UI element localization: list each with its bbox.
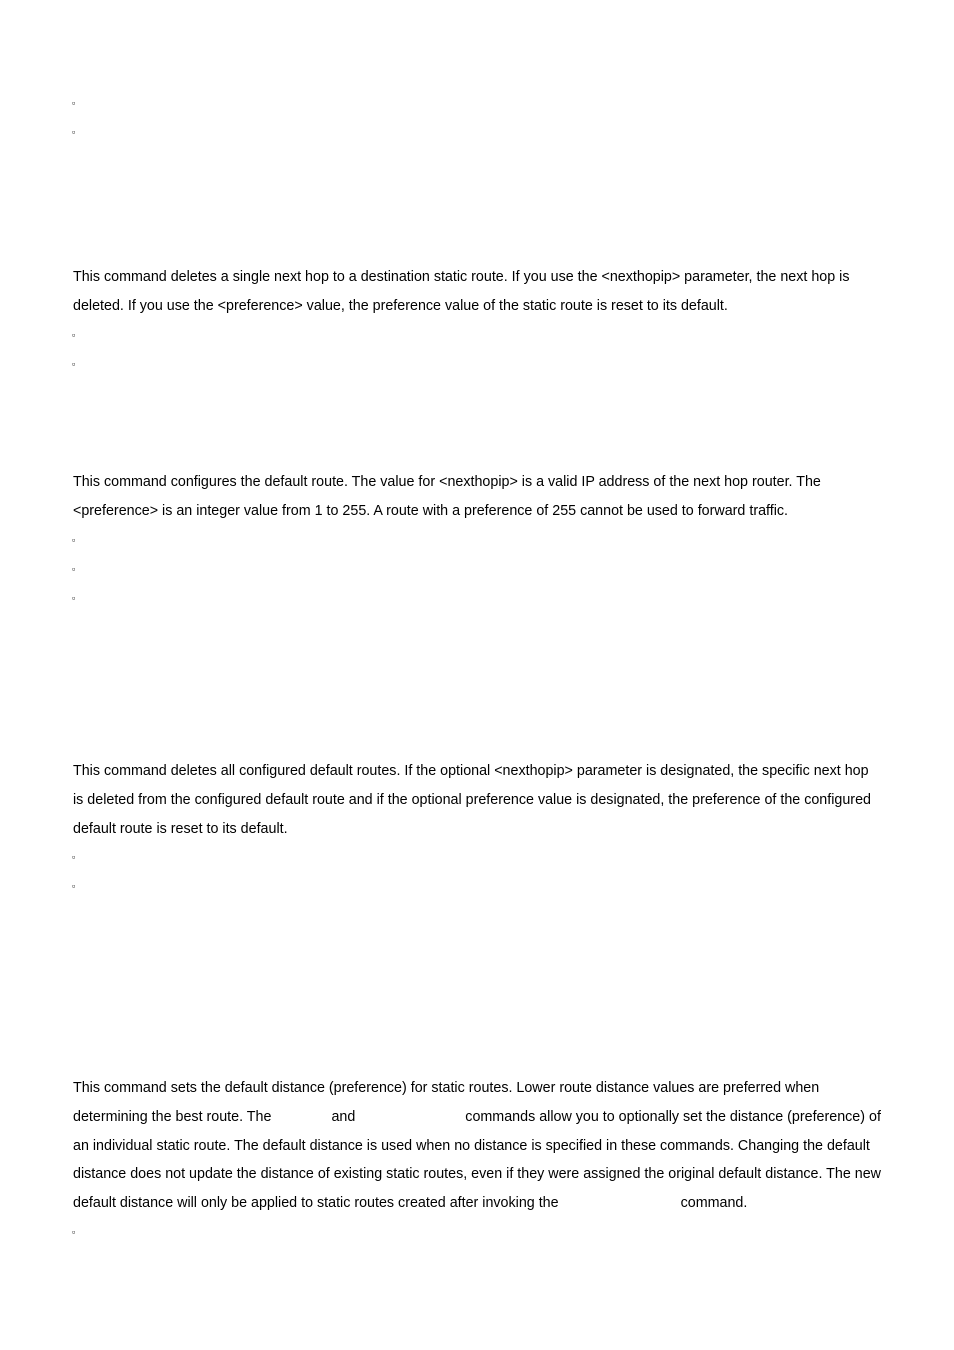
paragraph-default-route [73, 468, 888, 526]
bullet-marker: ▫ [72, 852, 76, 862]
paragraph-line: <preference> is an integer value from 1 to 255. A route with a preference of 255 cannot be used to forward traffic. [73, 502, 789, 519]
bullet-marker: ▫ [72, 359, 76, 369]
paragraph-line: This command configures the default route. The value for <nexthopip> is a valid IP address of the next hop router. The [73, 474, 821, 490]
text-fragment: command. [680, 1195, 748, 1212]
text-fragment: commands allow you to optionally set the distance (preference) of [465, 1108, 881, 1125]
paragraph-delete-default-routes [73, 757, 888, 843]
text-fragment: and [331, 1108, 356, 1125]
text-fragment: determining the best route. The [73, 1108, 272, 1125]
bullet-marker: ▫ [72, 98, 76, 108]
paragraph-line: This command sets the default distance (preference) for static routes. Lower route distance values are preferred when [73, 1080, 820, 1096]
paragraph-line: This command deletes a single next hop to a destination static route. If you use the <nexthopip> parameter, the next hop is [73, 269, 850, 285]
bullet-marker: ▫ [72, 564, 76, 574]
paragraph-line [73, 1189, 888, 1218]
paragraph-line: This command deletes all configured default routes. If the optional <nexthopip> parameter is designated, the specific next hop [73, 763, 869, 779]
paragraph-default-distance [73, 1074, 888, 1218]
bullet-marker: ▫ [72, 127, 76, 137]
bullet-marker: ▫ [72, 535, 76, 545]
paragraph-delete-next-hop [73, 263, 888, 321]
bullet-marker: ▫ [72, 593, 76, 603]
bullet-marker: ▫ [72, 1227, 76, 1237]
paragraph-line: deleted. If you use the <preference> value, the preference value of the static route is reset to its default. [73, 297, 728, 314]
paragraph-line: is deleted from the configured default route and if the optional preference value is designated, the preference of the configured [73, 791, 871, 808]
paragraph-line: default route is reset to its default. [73, 820, 288, 837]
text-fragment: default distance will only be applied to static routes created after invoking the [73, 1195, 559, 1212]
paragraph-line: an individual static route. The default distance is used when no distance is specified in these commands. Changing the default [73, 1137, 870, 1154]
paragraph-line [73, 1103, 888, 1132]
bullet-marker: ▫ [72, 330, 76, 340]
bullet-marker: ▫ [72, 881, 76, 891]
paragraph-line: distance does not update the distance of existing static routes, even if they were assigned the original default distance. The new [73, 1166, 882, 1183]
